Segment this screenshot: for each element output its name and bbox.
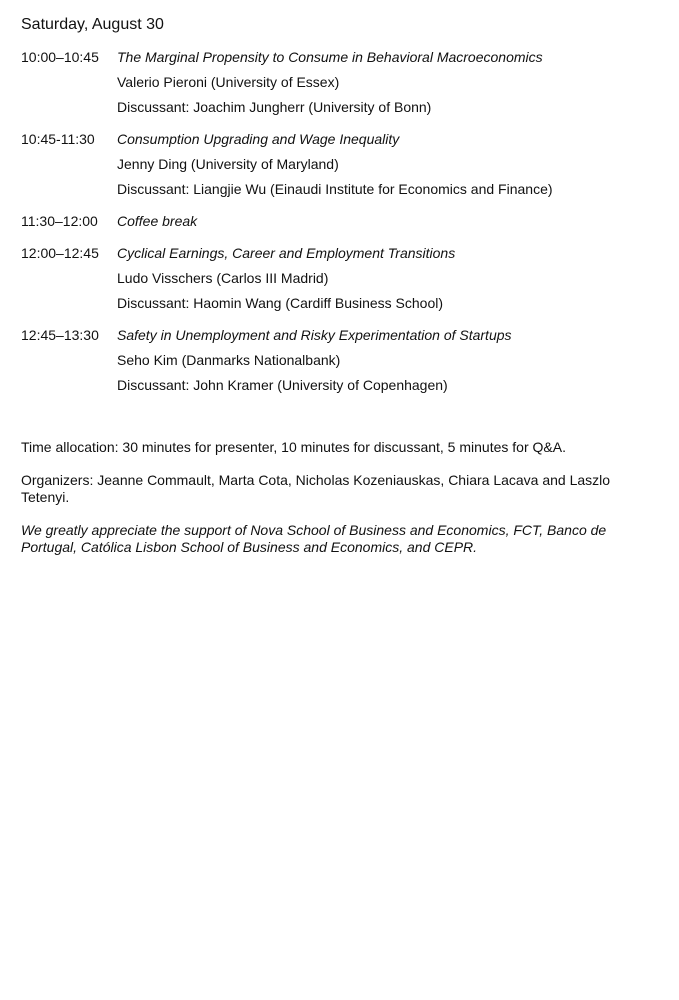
- session-time: 12:45–13:30: [21, 327, 99, 343]
- session-break: [21, 210, 661, 237]
- session-body: [117, 210, 661, 237]
- discussant: Discussant: Liangjie Wu (Einaudi Institute for Economics and Finance): [117, 181, 553, 197]
- session-time: 12:00–12:45: [21, 245, 99, 261]
- session-time: 10:00–10:45: [21, 49, 99, 65]
- session-time: 10:45-11:30: [21, 131, 95, 147]
- paper-title: Cyclical Earnings, Career and Employment Transitions: [117, 245, 456, 261]
- discussant: Discussant: John Kramer (University of Copenhagen): [117, 377, 448, 393]
- session-body: [117, 324, 661, 401]
- presenter: Valerio Pieroni (University of Essex): [117, 74, 340, 90]
- acknowledgement-note: We greatly appreciate the support of Nova School of Business and Economics, FCT, Banco de Portugal, Católica Lisbon School of Business and Economics, and CEPR.: [21, 522, 607, 555]
- session-time: 11:30–12:00: [21, 213, 98, 229]
- discussant: Discussant: Haomin Wang (Cardiff Business School): [117, 295, 444, 311]
- paper-title: Consumption Upgrading and Wage Inequality: [117, 131, 400, 147]
- time-allocation-note: Time allocation: 30 minutes for presenter, 10 minutes for discussant, 5 minutes for Q&A.: [21, 439, 566, 455]
- paper-title: Safety in Unemployment and Risky Experimentation of Startups: [117, 327, 512, 343]
- organizers-note: Organizers: Jeanne Commault, Marta Cota, Nicholas Kozeniauskas, Chiara Lacava and Laszlo Tetenyi.: [21, 472, 611, 505]
- break-title: Coffee break: [117, 213, 198, 229]
- program-page: [21, 14, 661, 572]
- presenter: Ludo Visschers (Carlos III Madrid): [117, 270, 329, 286]
- session-4: [21, 324, 661, 401]
- session-body: [117, 128, 661, 205]
- notes-section: [21, 439, 661, 556]
- day-heading: Saturday, August 30: [21, 16, 164, 33]
- paper-title: The Marginal Propensity to Consume in Behavioral Macroeconomics: [117, 49, 543, 65]
- session-body: [117, 242, 661, 319]
- presenter: Seho Kim (Danmarks Nationalbank): [117, 352, 341, 368]
- session-3: [21, 242, 661, 319]
- discussant: Discussant: Joachim Jungherr (University of Bonn): [117, 99, 432, 115]
- session-1: [21, 46, 661, 123]
- session-body: [117, 46, 661, 123]
- presenter: Jenny Ding (University of Maryland): [117, 156, 339, 172]
- session-2: [21, 128, 661, 205]
